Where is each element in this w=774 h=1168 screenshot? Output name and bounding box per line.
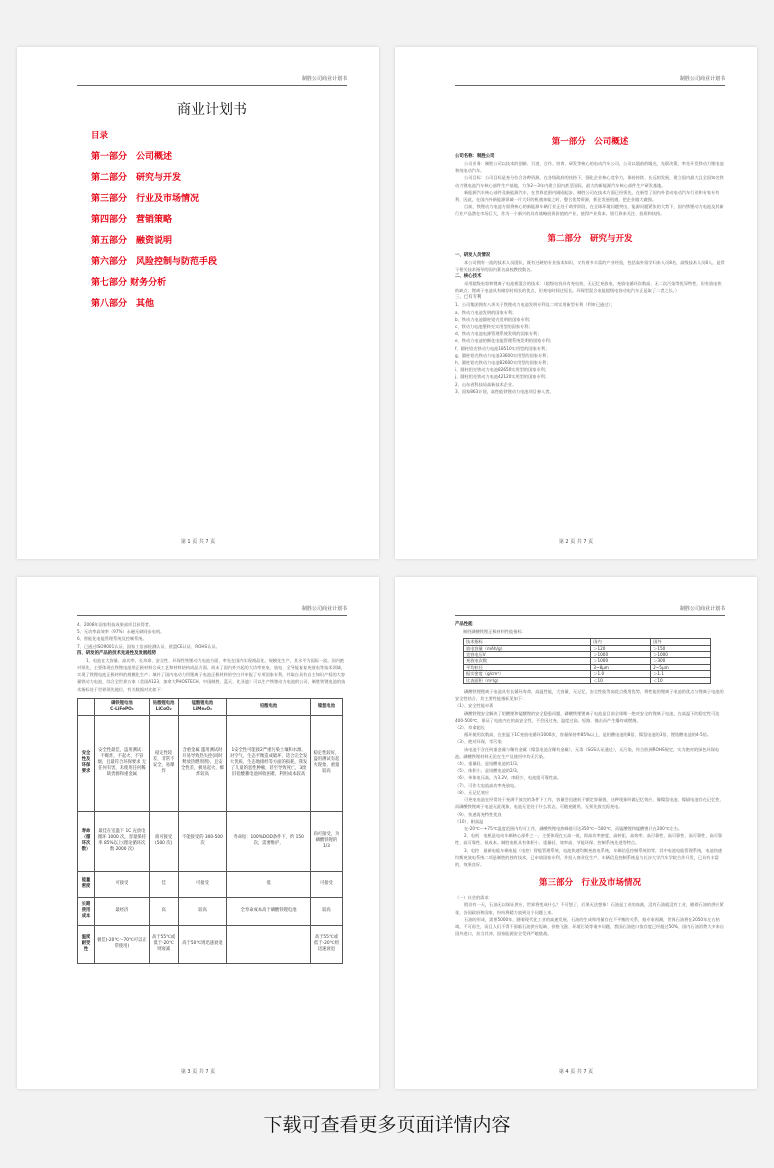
page-footer: 第 1 页 共 7 页 bbox=[180, 539, 216, 545]
page-header: 制胜公司商业计划书 bbox=[679, 606, 725, 612]
table-cell: 较高 bbox=[178, 897, 227, 925]
table-header-cell: 镍氢电池 bbox=[310, 698, 342, 715]
performance-table bbox=[463, 638, 711, 684]
table-cell: 平均粒径 bbox=[464, 664, 591, 670]
battery-comparison-table bbox=[77, 698, 343, 964]
table-cell: 安全性最佳，盗用测试：不爆炸，不起火，不冒烟，且最符合环保要求 无任何有害，未使用任何稀缺贵源和重金属 bbox=[95, 715, 150, 811]
paragraph: 采用超级电容和锂离子电池相混合的技术：（超级电容具有充电快，无记忆充放电，充放电循环次数高，无二次污染等优异特性，但有放电快的缺点；锂离子电池具有储存时间长的优点，但充电时间过短长。环保型混合电能超级电容动电汽车正是取了二者之长。） bbox=[455, 281, 722, 294]
list-item: f、圆柱铝壳铁动力电池18510实用型的国家专利； bbox=[455, 345, 550, 351]
table-cell: ＜10 bbox=[651, 677, 711, 683]
document-page-2 bbox=[395, 47, 757, 559]
table-corner-cell bbox=[78, 698, 95, 715]
table-cell: 稳定性较差，非常不安全，易爆炸 bbox=[149, 715, 178, 811]
list-item: 3、国家863计划，高性能铁锂动力电池项目参入者。 bbox=[455, 388, 554, 394]
page-content bbox=[77, 621, 347, 964]
table-header-cell: 钴酸锂电池 LiCoO₂ bbox=[149, 698, 178, 715]
toc-heading: 目录 bbox=[91, 131, 109, 141]
table-row-header: 长期使用成本 bbox=[78, 897, 95, 925]
table-cell: ＞1000 bbox=[591, 652, 651, 658]
list-item: b、铁动力电池圆柱铝壳发明的国家专利； bbox=[455, 316, 534, 322]
paragraph: 可充电电池在经常处于充满不放完的条件下工作，容量会迅速低于额定容量值，这种现象叫做记忆效应，像镍氢电池、镍镉电池存在记忆性，而磷酸铁锂离子电池无此现象，电池无论处于什么状态，可随充随用，无须先放完再充电。 bbox=[455, 797, 724, 810]
table-row bbox=[78, 925, 343, 963]
table-header-cell: 技术指标 bbox=[464, 639, 591, 645]
document-page-1 bbox=[17, 47, 379, 559]
toc-item[interactable]: 第六部分 风险控制与防范手段 bbox=[91, 257, 218, 267]
paragraph: 公司目标：公司目标是充分拉合各种资源，在各级政府的扶持下，强化企业核心竞争力，保持持续、长远的发展，建立国内最大且全国知名铁动力锂电池汽车核心部件生产基地，力争2～3年内建立国内甚至国际，最大的新能源汽车核心部件生产研发基地。 bbox=[455, 175, 724, 188]
subheading: 三、已有专利 bbox=[455, 295, 482, 301]
header-rule bbox=[455, 615, 725, 616]
table-cell: 较高 bbox=[310, 897, 342, 925]
table-cell: 含重金属 滥用测试时开易导致热失控(同时释放热燃剂剂)，且安全性差，极易起火，爆炸较高 bbox=[178, 715, 227, 811]
page-footer: 第 4 页 共 7 页 bbox=[558, 1069, 594, 1075]
paragraph: 1、电池在大容量、高功率、长寿命、安全性、环保性铁锂动力电池方面，率先在国内实现商品化、规模化生产，其水平为国际一流。国内绝对领先，主要体现在铁锂电池用正极材料合成工艺和材料结构成品方面。尚未了国内外兴起的大功率充电、放电、全导能复复充放电等技术领域，实现了铁锂电池正极材料的规模化生产；填补了国内电动力用锂离子电池正极材料的空白并申报了专项国家专利，并取自具有自主知识产权的大容量铁动力电池、综合全世界五家（美国A123、加拿大PHOSTECH、中国制胜、蓝天、比亚迪）可以生产铁锂动力电池的公司，制胜铁锂电池的技术指标处于世界领先地位，有关数据对比如下： bbox=[77, 657, 346, 692]
table-header-cell: 锰酸锂电池 LiMn₂O₄ bbox=[178, 698, 227, 715]
paragraph: 2、电机 电机是电动车辆核心部件之一，主要体现在五高一低，即高功率密度、高转矩、高效率、高可靠性、高可靠性、高可靠性、高可靠性、高可靠性、低成本。制胜电机具有体积小、重量轻、效率高、节能环保、控制系统先进等特点。 bbox=[455, 833, 723, 846]
paragraph: 公司业务：制胜公司以技术的创新、引进、合作、培育、研发等核心的电动汽车公司，公司以超前的眼光、先职决策，率先开发铁动力锂电池和纯电动汽车。 bbox=[455, 161, 724, 174]
toc-item[interactable]: 第四部分 营销策略 bbox=[91, 215, 173, 225]
document-title: 商业计划书 bbox=[177, 102, 247, 118]
table-cell: 最经济 bbox=[95, 897, 150, 925]
list-item: 7、已通过ISO9001认证，国家工信部检测认证、欧盟CE认证、ROHS认证。 bbox=[77, 643, 220, 649]
list-item: （8）、无记忆效应 bbox=[455, 789, 490, 795]
table-header-cell: 铅酸电池 bbox=[227, 698, 310, 715]
list-item: （10）、耐高温 bbox=[455, 818, 484, 824]
table-cell: ＞1000 bbox=[591, 658, 651, 664]
subheading: （一）社会的需求： bbox=[455, 895, 493, 901]
table-cell: ＞120 bbox=[591, 645, 651, 651]
table-row bbox=[78, 897, 343, 925]
table-cell: 振实密度（g/cm³） bbox=[464, 671, 591, 677]
paragraph: 新能源汽车核心部件及新能源汽车，在世界范围内刚刚起步，制胜公司在技术方面已经领先，在新型了国内外食动电动汽车行业和专家专有利、因此，在国内外新能源领域一片大好的机遇来临之时，整合优势资源，抓住发展机遇，把企业做大做强。 bbox=[455, 189, 720, 203]
toc-item[interactable]: 第七部分 财务分析 bbox=[91, 278, 167, 288]
table-row-header: 安全性及环保要求 bbox=[78, 715, 95, 811]
paragraph: 3、电控 最新电能车辆电能（电控）智能管理系统，电池快速均衡充放电系统，车辆信息控制系统的等，其中电池电能管理系统，电池快速均衡充放电系统二项是制胜的独有技术，已申请国家专利，并投入商业化生产，车辆信息控制系统是与长沙大学汽车学院合作开发，已具有丰富的，效果良好。 bbox=[455, 847, 723, 867]
table-header-cell: 磷铁锂电池 C-LiFePO₄ bbox=[95, 698, 150, 715]
table-row-header: 寿命（循环次数） bbox=[78, 811, 95, 871]
download-more-caption[interactable]: 下载可查看更多页面详情内容 bbox=[263, 1114, 511, 1136]
subheading: 二、核心技术 bbox=[455, 274, 482, 280]
paragraph: 该电池不含任何重金属与稀有金属（镍氢电池含稀有金属），无毒（SGS认证通过），无污染，符合欧洲ROHS规定，实为绝对的绿色环保电池。磷酸铁锂材料无论在生产及使用中均无污染。 bbox=[455, 746, 720, 759]
table-cell bbox=[227, 925, 310, 963]
table-cell: ＞1000 bbox=[651, 652, 711, 658]
paragraph: 循环使用次数高，在室温下1C充放电循环1000次，容量保持率85%以上，是铅酸电池的8倍，镍氢电池的3倍，锂钴酸电池的4-5倍。 bbox=[464, 732, 712, 738]
toc-item[interactable]: 第三部分 行业及市场情况 bbox=[91, 194, 200, 204]
page-content bbox=[455, 135, 725, 395]
page-header: 制胜公司商业计划书 bbox=[679, 76, 725, 82]
list-item: （5）、体积小，是铅酸电池的2/3。 bbox=[455, 768, 521, 774]
document-page-3 bbox=[17, 577, 379, 1089]
paragraph: 磷酸铁锂安全解决了铝酸锂和锰酸锂的安全隐患问题，磷酸铁锂锂离子电池是目前全球唯一绝对安全的锂离子电池，在高温下的稳定性可达400-500℃，保证了电池内在的高安全性，不会因过充、温度过高、短路、撞击而产生爆炸或燃烧。 bbox=[455, 710, 720, 723]
paragraph: 磷酸铁锂锂离子电池具有长循环寿命，高温性能，大容量、无记忆，安全性能等高优点使用优势，将性能的锂离子电池的优点与锂离子电池的安全性结合，其主要性能指标见如下： bbox=[455, 689, 724, 702]
list-item: h、圆柱铝壳铁动力电池82600实用型的国家专利； bbox=[455, 360, 551, 366]
subheading: 四、研发的产品的技术先进性及发展趋势 bbox=[77, 650, 157, 656]
table-row bbox=[464, 677, 711, 683]
toc-item[interactable]: 第八部分 其他 bbox=[91, 299, 155, 309]
table-cell: 高于55℃或低于-20℃则衰减 bbox=[149, 925, 178, 963]
subheading: 一、研发人员情况 bbox=[455, 252, 491, 258]
list-item: （1）、安全性能卓著 bbox=[455, 703, 494, 709]
page-footer: 第 3 页 共 7 页 bbox=[180, 1069, 216, 1075]
table-cell: 3~8μm bbox=[591, 664, 651, 670]
table-cell: ＞150 bbox=[651, 645, 711, 651]
toc-item[interactable]: 第二部分 研究与开发 bbox=[91, 173, 182, 183]
table-cell: 可接受 bbox=[178, 871, 227, 897]
table-cell: 寿命短：100%DOD条件下，约 150 次，需要维护， bbox=[227, 811, 310, 871]
table-of-contents bbox=[77, 149, 347, 309]
list-item: i、圆柱铝壳铁动力电池82650实用型的国家专利； bbox=[455, 367, 550, 373]
list-item: （9）、快速再充特性优良 bbox=[455, 811, 502, 817]
section-title: 第一部分 公司概述 bbox=[551, 137, 629, 147]
table-cell: 可接受 bbox=[310, 871, 342, 897]
table-cell: 克容电压V bbox=[464, 652, 591, 658]
list-item: 1、公司集团拥有八项关于铁锂动力电池发明专利及二项实用新型专利（利审已通过）； bbox=[455, 302, 615, 308]
list-item: g、圆柱铝壳铁动力电池33600实用型的国家专利； bbox=[455, 352, 551, 358]
table-cell: 2~5μm bbox=[651, 664, 711, 670]
paragraph: 在-20℃～+75℃温度范围内均可工作，磷酸铁锂电热峰值可达350℃～500℃，而锰酸锂和锰酸锂只在200℃左右。 bbox=[464, 825, 683, 831]
table-header-cell: 国内 bbox=[591, 639, 651, 645]
list-item: 2、山东省科技局高新技术企业。 bbox=[455, 381, 517, 387]
paragraph: 假设有一天，石油无以保证供应，世界将变成什么？不可想了，后果无法想象！石油是工业的血液，没有石油就没有工业，随着石油的供应紧张，各国政府和国家，纷纷将精力放到这个问题上来。 bbox=[455, 902, 724, 915]
table-header-row bbox=[78, 698, 343, 715]
header-rule bbox=[455, 85, 725, 86]
table-cell: ＞1.1 bbox=[651, 671, 711, 677]
table-row bbox=[78, 811, 343, 871]
table-cell: 高于55℃或低于-20℃则迅速衰退 bbox=[310, 925, 342, 963]
list-item: （2）、寿命超长 bbox=[455, 725, 485, 731]
paragraph: 本公司拥有一流的技术人员团队，既有过硬的专业技术知识，又有着多丰富的产业经验，包括高外留学归来人员8名，高级技术人员8人，是骨干相关技术指导的国内著名高校教授数名。 bbox=[455, 259, 725, 272]
table-cell: 充放电次数 bbox=[464, 658, 591, 664]
list-item: 4、2008年国家科技成果部项目获得者。 bbox=[77, 622, 154, 627]
page-footer: 第 2 页 共 7 页 bbox=[558, 539, 594, 545]
table-cell: 低 bbox=[227, 871, 310, 897]
list-item: 5、无功率高效率（97%）永磁无刷同步电机。 bbox=[77, 629, 165, 635]
table-cell: ＞1.0 bbox=[591, 671, 651, 677]
patent-list bbox=[455, 301, 725, 395]
section-title: 第三部分 行业及市场情况 bbox=[538, 878, 641, 889]
table-cell: 极佳(-20℃～70℃可以正常使用) bbox=[95, 925, 150, 963]
page-header: 制胜公司商业计划书 bbox=[301, 76, 347, 82]
table-cell: 不能接受的 300-500 次 bbox=[178, 811, 227, 871]
table-cell: 比表面积（m²/g） bbox=[464, 677, 591, 683]
table-cell: 放电容量（mAh/g） bbox=[464, 645, 591, 651]
toc-item[interactable]: 第一部分 公司概述 bbox=[91, 152, 173, 162]
list-item: （3）、绝对环保，零污染 bbox=[455, 739, 502, 745]
table-cell: 高 bbox=[149, 897, 178, 925]
table-cell: 佳 bbox=[149, 871, 178, 897]
paragraph: 目前，铁锂动力电池方面将核心的新能源车辆行业正处于萌芽阶段，在全球环境问题突出，能源问题紧张的大势下，国内铁锂动力电池及其新行业产品潜在市场巨大，作为一个新兴的具有战略投资价值的产业，值得产业资本、银行界来关注、投资和扶持。 bbox=[455, 204, 724, 217]
table-cell: 可接受 bbox=[95, 871, 150, 897]
table-row bbox=[78, 871, 343, 897]
page-content bbox=[455, 621, 725, 937]
list-item: e、铁动力电池的衡化电能管理系统发明的国家专利； bbox=[455, 338, 554, 344]
table-cell: 全寿命成本高于磷酸铁锂电池 bbox=[227, 897, 310, 925]
paragraph: 石油的形成，需要5000年，随着现代化工业的高速发展，石油的生成和用量存在不平衡的关系，据专家预测，世界石油将在2050年左右枯竭，不可再生，而且人们不得不面临石油供应短缺、价格飞涨、环境污染等诸多问题，我国石油进口依存度已经超过50%，国内石油消费大多来自国外进口，首当其冲，国家能源安全受到严峻挑战。 bbox=[455, 916, 724, 937]
document-page-4 bbox=[395, 577, 757, 1089]
page-content bbox=[77, 93, 347, 317]
table-cell: 商可接受(500 次) bbox=[149, 811, 178, 871]
table-cell: 尚可接受，为磷酸铁锂的1/3 bbox=[310, 811, 342, 871]
table-cell: ＞300 bbox=[651, 658, 711, 664]
section-title: 第二部分 研究与开发 bbox=[547, 233, 633, 244]
list-item: j、圆柱铝壳铁动力电池42120实用型的国家专利； bbox=[455, 374, 550, 380]
company-name: 公司名称：制胜公司 bbox=[455, 154, 495, 159]
table-row-header: 温度耐受性 bbox=[78, 925, 95, 963]
list-item: d、铁动力电池电源管理系统发明的国家专利； bbox=[455, 331, 542, 337]
header-rule bbox=[77, 615, 347, 616]
list-item: a、铁动力电池发明的国家专利； bbox=[455, 309, 517, 315]
list-item: （7）、可作大电流高功率充放电。 bbox=[455, 782, 519, 788]
list-item: （4）、重量轻，是铅酸电池的1/3。 bbox=[455, 761, 521, 767]
table-row bbox=[78, 715, 343, 811]
table-header-cell: 国外 bbox=[651, 639, 711, 645]
page-header: 制胜公司商业计划书 bbox=[301, 606, 347, 612]
table-cell: 高于50℃则迅速衰退 bbox=[178, 925, 227, 963]
header-rule bbox=[77, 85, 347, 86]
toc-item[interactable]: 第五部分 融资说明 bbox=[91, 236, 173, 246]
table-row-header: 能量密度 bbox=[78, 871, 95, 897]
table-cell: 稳定性较好，盗用测试有起火现象，重量较高 bbox=[310, 715, 342, 811]
table-caption: 制胜磷酸铁锂正极材料性能指标： bbox=[463, 629, 526, 634]
table-cell: 最佳在室温下 1C 充放电循环 1000 次，容量保持率 85%以上(理论循环次数 2000 次) bbox=[95, 811, 150, 871]
table-cell: ＜10 bbox=[591, 677, 651, 683]
list-item: c、铁动力电池塑料壳实用型的国家专利； bbox=[455, 324, 533, 330]
subheading: 产品性能 bbox=[455, 622, 473, 627]
list-item: 6、智能化电能管理系统及控制系统。 bbox=[77, 636, 147, 642]
table-cell: 1安全性可能接2严重污染土壤和水源，对空气，生态平衡造成破坏，适合完全发大优质，生态地排经等方面的损耗，我发了儿童的恶性肿瘤，甚至导致死亡，3废旧铅酸蓄电池回收困难，利用成本较高 bbox=[227, 715, 310, 811]
list-item: （6）、单体电压高，为3.2V，串联少，电池组可靠性高。 bbox=[455, 775, 562, 781]
